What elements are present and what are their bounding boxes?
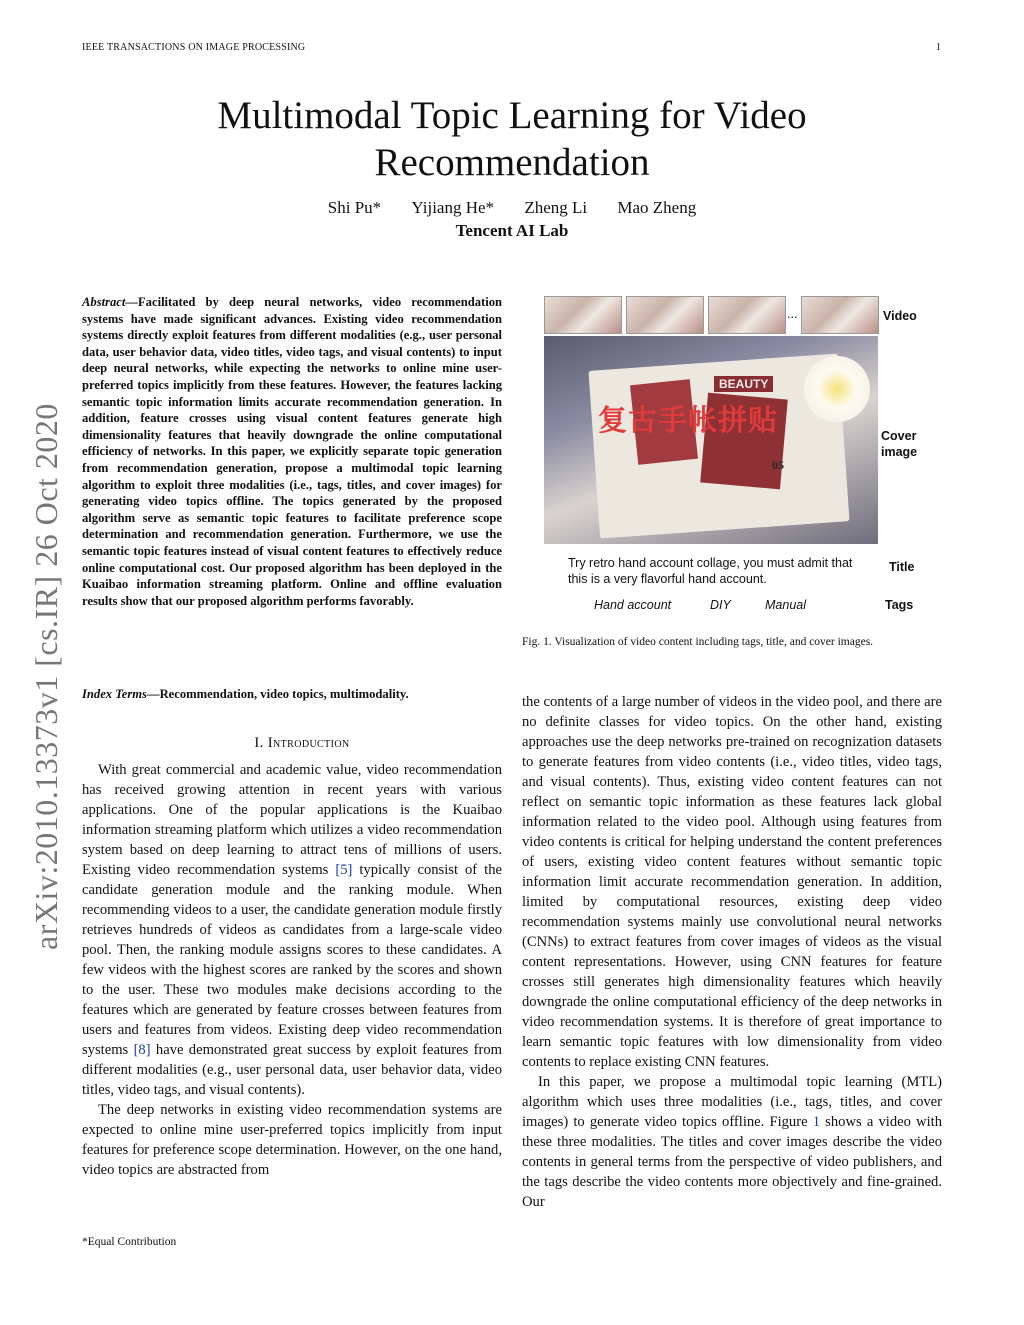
footnote: *Equal Contribution [82, 1236, 177, 1248]
label-tags: Tags [885, 598, 914, 612]
cover-beauty-text: BEAUTY [714, 376, 773, 392]
author-3: Zheng Li [524, 198, 588, 217]
running-head: IEEE TRANSACTIONS ON IMAGE PROCESSING [82, 42, 306, 53]
paragraph [82, 760, 502, 1100]
index-terms: Index Terms—Recommendation, video topics, multimodality. [82, 687, 409, 701]
section-number: I. [254, 735, 264, 751]
figure-reference-link[interactable]: 1 [812, 1114, 821, 1130]
paragraph: the contents of a large number of videos in the video pool, and there are no definite classes for video topics. On the other hand, existing approaches use the deep networks pre-trained on recognization datasets to generate features from video contents (i.e., video titles, video tags, and visual contents). Thus, existing video content features can not reflect on semantic topic information as these features lack global information related to the video pool. Although using features from video contents is critical for helping understand the content preferences of users, existing video content features without semantic topic information limit accurate recommendation generation. In addition, limited by computational resources, existing deep video recommendation systems mainly use convolutional neural networks (CNNs) to extract features from cover images of videos as the visual content representations. However, using CNN features for feature crosses still generates high dimensionality features which heavily downgrade the online computational efficiency of the deep networks in video recommendation systems. It is therefore of great importance to learn semantic topic features with low dimensionality from video contents to replace existing CNN features. [522, 694, 942, 1070]
section-title: Introduction [267, 735, 350, 751]
frames-ellipsis: ... [787, 307, 798, 321]
video-frame-thumbnail [544, 296, 622, 334]
label-cover-image: Cover image [881, 429, 918, 459]
abstract: Abstract—Facilitated by deep neural networks, video recommendation systems have made significant advances. Existing video recommendation systems directly exploit features from different modalities (e.g., user personal data, user behavior data, video titles, video tags, and visual contents) to input deep neural networks, while expecting the networks to online mine user-preferred topics implicitly from these features. However, the features lacking semantic topic information limits accurate recommendation generation. In addition, feature crosses using visual content features generate high dimensionality features that heavily downgrade the online computational efficiency of networks. In this paper, we explicitly separate topic generation from recommendation generation, propose a multimodal topic learning algorithm to exploit three modalities (i.e., tags, titles, and cover images) for generating video topics offline. The topics generated by the proposed algorithm serve as semantic topic features to facilitate preference scope determination and recommendation generation. Furthermore, we use the semantic topic features instead of visual content features to effectively reduce online computational cost. Our proposed algorithm has been deployed in the Kuaibao information streaming platform. Online and offline evaluation results show that our proposed algorithm performs favorably. [82, 295, 502, 608]
flower-decoration [804, 356, 870, 422]
cover-number: 05 [772, 458, 784, 472]
figure-tag: Manual [765, 598, 806, 612]
figure-tag: DIY [710, 598, 731, 612]
label-title: Title [889, 560, 915, 574]
figure-caption: Fig. 1. Visualization of video content including tags, title, and cover images. [522, 636, 874, 648]
cover-image [544, 336, 878, 544]
paper-title [0, 92, 1024, 186]
left-column-body [82, 760, 502, 1180]
citation-link[interactable]: [8] [133, 1042, 151, 1058]
title-line-2: Recommendation [374, 141, 650, 184]
abstract-text: Facilitated by deep neural networks, video recommendation systems have made significant advances. Existing video recommendation systems directly exploit features from different modalities (e.g., user personal data, user behavior data, video titles, video tags, and visual contents) to input deep neural networks, while expecting the networks to online mine user-preferred topics implicitly from these features. However, the features lacking semantic topic information limits accurate recommendation generation. In addition, feature crosses using visual content features generate high dimensionality features that heavily downgrade the online computational efficiency of networks. In this paper, we explicitly separate topic generation from recommendation generation, propose a multimodal topic learning algorithm to exploit three modalities (i.e., tags, titles, and cover images) for generating video topics offline. The topics generated by the proposed algorithm serve as semantic topic features to facilitate preference scope determination and recommendation generation. Furthermore, we use the semantic topic features instead of visual content features to effectively reduce online computational cost. Our proposed algorithm has been deployed in the Kuaibao information streaming platform. Online and offline evaluation results show that our proposed algorithm performs favorably. [82, 295, 502, 608]
author-4: Mao Zheng [617, 198, 697, 217]
cover-chinese-title: 复古手帐拼贴 [598, 403, 779, 437]
figure-title-text: Try retro hand account collage, you must admit that this is a very flavorful hand account. [568, 556, 853, 586]
video-frame-thumbnail [626, 296, 704, 334]
section-heading-introduction [82, 735, 522, 752]
abstract-label: Abstract [82, 295, 126, 309]
author-list [0, 198, 1024, 218]
citation-link[interactable]: [5] [335, 862, 353, 878]
video-frame-thumbnail [801, 296, 879, 334]
text-run: shows a video with these three modalities. The titles and cover images describe the video contents in general terms from the perspective of video publishers, and the tags describe the video contents more objectively and fine-grained. Our [522, 1114, 942, 1210]
author-1: Shi Pu* [327, 198, 382, 217]
text-run: With great commercial and academic value, video recommendation has received growing attention in recent years with various applications. One of the popular applications is the Kuaibao information streaming platform which utilizes a video recommendation system based on deep learning to attract tens of millions of users. Existing video recommendation systems [82, 762, 502, 878]
affiliation: Tencent AI Lab [455, 221, 569, 240]
title-line-1: Multimodal Topic Learning for Video [217, 94, 807, 137]
text-run: have demonstrated great success by exploit features from different modalities (e.g., user personal data, user behavior data, video titles, video tags, and visual contents). [82, 1042, 503, 1098]
text-run: typically consist of the candidate generation module and the ranking module. When recommending videos to a user, the candidate generation module firstly retrieves hundreds of videos as candidates from a large-scale video pool. Then, the ranking module assigns scores to these candidates. A few videos with the highest scores are ranked by the scores and shown to the user. These two modules make decisions according to the features which are generated by feature crosses between features from users and features from videos. Existing deep video recommendation systems [82, 862, 503, 1058]
label-video: Video [883, 309, 917, 323]
paragraph: The deep networks in existing video recommendation systems are expected to online mine user-preferred topics implicitly from input features for preference scope determination. However, on the one hand, video topics are abstracted from [82, 1102, 502, 1178]
paragraph [522, 1072, 942, 1212]
figure-tag: Hand account [594, 598, 672, 612]
right-column-body [522, 692, 942, 1212]
author-2: Yijiang He* [411, 198, 495, 217]
video-frame-thumbnail [708, 296, 786, 334]
arxiv-stamp: arXiv:2010.13373v1 [cs.IR] 26 Oct 2020 [28, 403, 64, 950]
page-number: 1 [936, 42, 941, 53]
index-terms-label: Index Terms [82, 687, 147, 701]
text-run: In this paper, we propose a multimodal topic learning (MTL) algorithm which uses three modalities (i.e., tags, titles, and cover images) to generate video topics offline. Figure [522, 1074, 942, 1130]
index-terms-text: Recommendation, video topics, multimodality. [159, 687, 409, 701]
